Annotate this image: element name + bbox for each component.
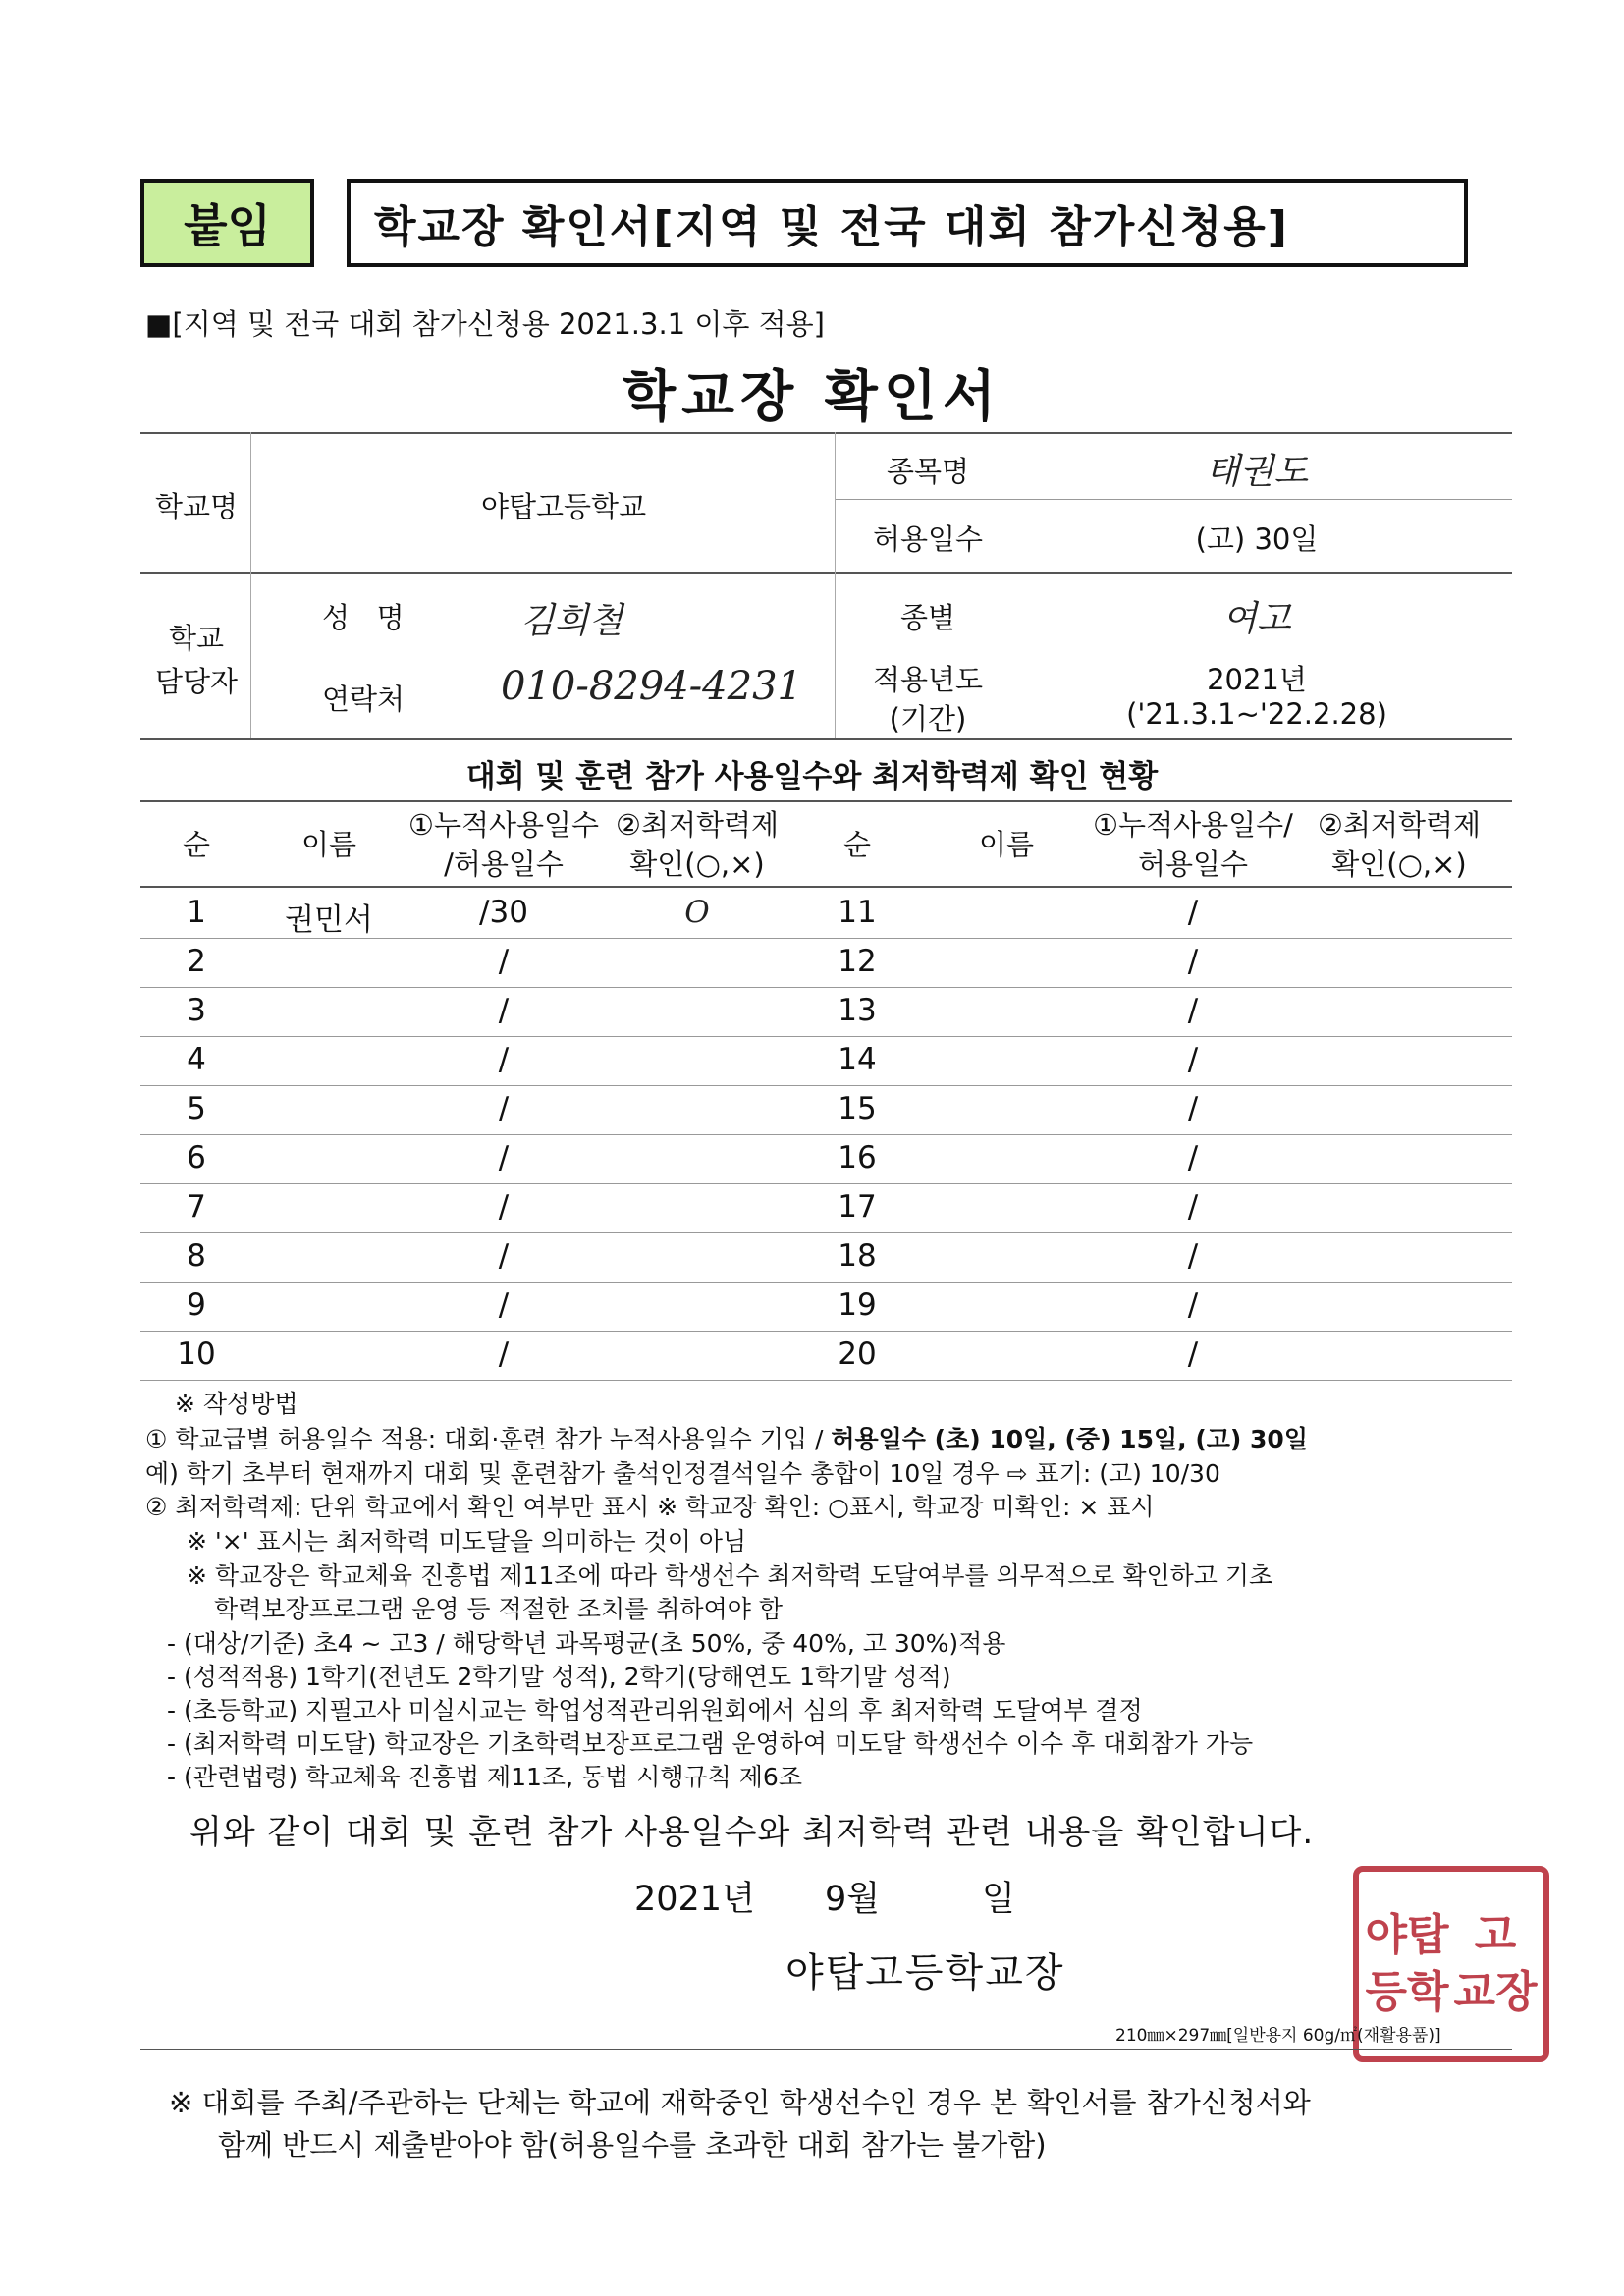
row-divider [140,1380,1512,1381]
row-days: / [498,1042,510,1077]
row-number: 10 [177,1337,216,1372]
row-number: 12 [838,944,877,979]
row-days: / [1187,1140,1199,1175]
row-divider [140,1134,1512,1135]
row-number: 3 [187,993,206,1028]
row-days: / [1187,1189,1199,1225]
row-number: 1 [187,895,206,930]
row-divider [140,1085,1512,1086]
row-number: 4 [187,1042,206,1077]
row-number: 8 [187,1238,206,1274]
row-number: 20 [838,1337,877,1372]
name-label: 성 명 [322,601,405,634]
row-number: 17 [838,1189,877,1225]
period-label: (기간) [889,702,967,736]
row-days: / [498,1189,510,1225]
row-number: 6 [187,1140,206,1175]
paper-spec: 210㎜×297㎜[일반용지 60g/㎡(재활용품)] [1115,2026,1441,2046]
method-line: 학력보장프로그램 운영 등 적절한 조치를 취하여야 함 [214,1595,783,1623]
header-num: 순 [182,828,210,861]
row-days: / [1187,1042,1199,1077]
method-line: ※ 학교장은 학교체육 진흥법 제11조에 따라 학생선수 최저학력 도달여부를 의무적으로 확인하고 기초 [187,1561,1273,1590]
row-days: / [1187,1337,1199,1372]
date-day: 일 [982,1880,1015,1919]
row-days: /30 [479,895,528,930]
method-line: - (대상/기준) 초4 ~ 고3 / 해당학년 과목평균(초 50%, 중 40%, 고 30%)적용 [167,1629,1006,1658]
school-value: 야탑고등학교 [481,490,647,523]
allowed-days-label: 허용일수 [872,522,984,556]
row-number: 5 [187,1091,206,1126]
divider [140,800,1512,802]
year-label: 적용년도 [872,663,984,696]
header-name: 이름 [300,828,357,861]
signer-title: 야탑고등학교장 [785,1950,1065,1995]
method-line: - (최저학력 미도달) 학교장은 기초학력보장프로그램 운영하여 미도달 학생선수 이수 후 대회참가 가능 [167,1729,1254,1758]
sport-label: 종목명 [886,455,970,488]
row-divider [140,1036,1512,1037]
row-days: / [498,1238,510,1274]
row-number: 16 [838,1140,877,1175]
row-divider [140,1282,1512,1283]
row-days: / [1187,993,1199,1028]
year-value: 2021년 [1207,663,1307,696]
row-divider [140,1232,1512,1233]
row-divider [140,1183,1512,1184]
divider [140,2049,1512,2050]
method-heading: ※ 작성방법 [175,1390,298,1418]
seal-text: 등학 [1365,1967,1449,2017]
table-title: 대회 및 훈련 참가 사용일수와 최저학력제 확인 현황 [465,759,1159,794]
column-divider [250,432,251,738]
page-title: 학교장 확인서 [622,365,1002,429]
applicability-note: ■[지역 및 전국 대회 참가신청용 2021.3.1 이후 적용] [145,307,825,341]
header-name: 이름 [978,828,1035,861]
header-days: ①누적사용일수/ [1093,808,1293,842]
row-days: / [498,1337,510,1372]
row-divider [140,987,1512,988]
date-year: 2021년 [634,1880,755,1919]
divider [140,738,1512,740]
header-check: ②최저학력제 [1317,808,1482,842]
header-check: 확인(○,×) [629,847,765,881]
row-number: 7 [187,1189,206,1225]
seal-text: 교장 [1453,1967,1538,2017]
divider [140,432,1512,434]
row-days: / [1187,1287,1199,1323]
method-line: ※ '×' 표시는 최저학력 미도달을 의미하는 것이 아님 [187,1527,747,1556]
divider [140,886,1512,888]
method-line: 예) 학기 초부터 현재까지 대회 및 훈련참가 출석인정결석일수 총합이 10일 경우 ⇨ 표기: (고) 10/30 [145,1459,1220,1488]
row-number: 19 [838,1287,877,1323]
row-number: 9 [187,1287,206,1323]
method-line: ② 최저학력제: 단위 학교에서 확인 여부만 표시 ※ 학교장 확인: ○표시, 학교장 미확인: × 표시 [145,1493,1155,1521]
type-label: 종별 [899,601,956,634]
row-days: / [498,1091,510,1126]
row-days: / [1187,1238,1199,1274]
header-check: ②최저학력제 [615,808,780,842]
staff-label: 담당자 [154,665,239,698]
method-line: - (관련법령) 학교체육 진흥법 제11조, 동법 시행규칙 제6조 [167,1763,802,1791]
header-days: /허용일수 [444,847,564,881]
allowed-days-value: (고) 30일 [1195,522,1319,556]
attachment-tag: 붙임 [140,179,314,267]
contact-label: 연락처 [322,683,406,716]
period-value: ('21.3.1~'22.2.28) [1126,697,1387,731]
row-days: / [498,1287,510,1323]
row-number: 18 [838,1238,877,1274]
row-days: / [498,1140,510,1175]
confirmation-statement: 위와 같이 대회 및 훈련 참가 사용일수와 최저학력 관련 내용을 확인합니다. [189,1813,1315,1852]
submission-notice: ※ 대회를 주최/주관하는 단체는 학교에 재학중인 학생선수인 경우 본 확인서를 참가신청서와 [169,2086,1311,2119]
divider [835,499,1512,500]
submission-notice: 함께 반드시 제출받아야 함(허용일수를 초과한 대회 참가는 불가함) [218,2128,1047,2161]
sport-value: 태권도 [1205,452,1309,492]
row-number: 11 [838,895,877,930]
row-number: 13 [838,993,877,1028]
row-check: O [684,895,710,930]
header-days: 허용일수 [1137,847,1249,881]
school-label: 학교명 [154,490,239,523]
method-line: - (초등학교) 지필고사 미실시교는 학업성적관리위원회에서 심의 후 최저학력 도달여부 결정 [167,1696,1143,1724]
contact-value: 010-8294-4231 [501,664,802,709]
method-line [145,1420,1308,1455]
type-value: 여고 [1222,599,1291,639]
row-days: / [1187,1091,1199,1126]
document-header-title: 학교장 확인서[지역 및 전국 대회 참가신청용] [347,179,1468,267]
header-num: 순 [842,828,871,861]
row-days: / [1187,944,1199,979]
row-number: 15 [838,1091,877,1126]
seal-text: 야탑 [1365,1910,1449,1960]
method-text: ① 학교급별 허용일수 적용: 대회·훈련 참가 누적사용일수 기입 / [145,1425,832,1453]
column-divider [835,432,836,738]
row-number: 14 [838,1042,877,1077]
staff-name-value: 김희철 [520,601,623,641]
row-divider [140,938,1512,939]
method-line: - (성적적용) 1학기(전년도 2학기말 성적), 2학기(당해연도 1학기말 성적) [167,1663,951,1691]
divider [140,572,1512,574]
header-check: 확인(○,×) [1331,847,1467,881]
seal-text: 고 [1474,1910,1517,1960]
staff-label: 학교 [168,622,225,655]
row-number: 2 [187,944,206,979]
method-text-bold: 허용일수 (초) 10일, (중) 15일, (고) 30일 [831,1425,1308,1453]
date-month: 9월 [825,1880,881,1919]
row-days: / [1187,895,1199,930]
row-name: 권민서 [285,902,373,938]
header-days: ①누적사용일수 [407,808,600,842]
row-days: / [498,944,510,979]
row-days: / [498,993,510,1028]
row-divider [140,1331,1512,1332]
